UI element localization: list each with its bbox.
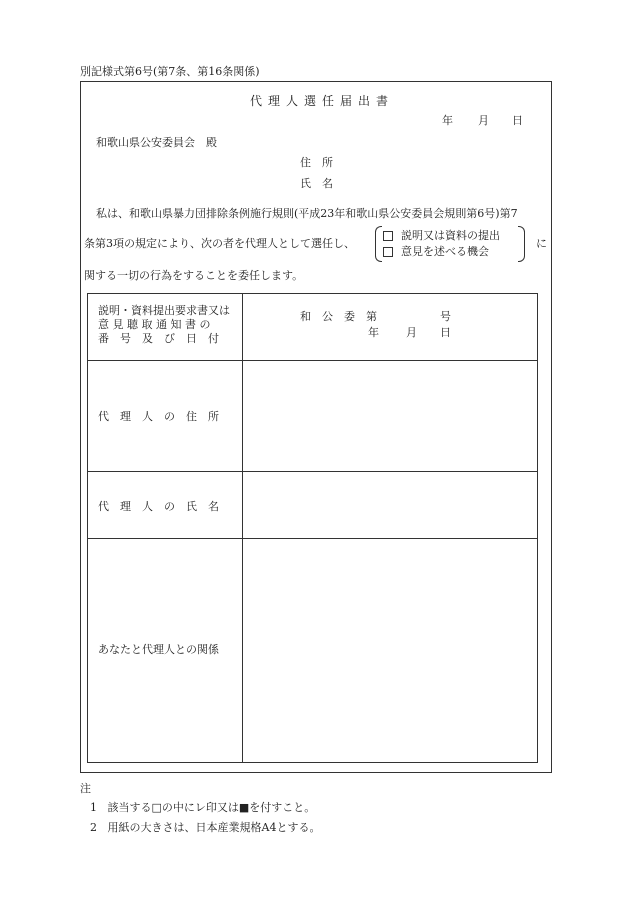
row1-prefix: 和 公 委 第 — [300, 310, 377, 323]
row1-label-line-1: 説明・資料提出要求書又は — [98, 304, 230, 317]
form-reference: 別記様式第6号(第7条、第16条関係) — [80, 65, 260, 78]
agent-name-field[interactable] — [244, 472, 538, 538]
right-brace — [518, 226, 525, 262]
option-opinion[interactable] — [383, 246, 489, 257]
option-opinion-label: 意見を述べる機会 — [401, 245, 489, 258]
row1-day: 日 — [440, 326, 451, 339]
form-title: 代理人選任届出書 — [250, 94, 395, 108]
option-explanation-label: 説明又は資料の提出 — [401, 229, 500, 242]
date-month-label: 月 — [478, 114, 489, 127]
applicant-name-label: 氏 名 — [300, 177, 333, 190]
body-line-2: 条第3項の規定により、次の者を代理人として選任し、 — [84, 237, 355, 250]
note-1-text: 該当する□の中にレ印又は■を付すこと。 — [107, 801, 316, 814]
body-line-3: 関する一切の行為をすることを委任します。 — [84, 269, 304, 282]
applicant-address-label: 住 所 — [300, 156, 333, 169]
checkbox-opinion[interactable] — [383, 247, 393, 257]
note-1 — [90, 802, 315, 813]
options-bracket — [375, 226, 525, 262]
option-explanation[interactable] — [383, 230, 500, 241]
body-particle: に — [536, 237, 547, 250]
notes-heading: 注 — [80, 782, 91, 795]
agent-address-field[interactable] — [244, 361, 538, 471]
row4-label: あなたと代理人との関係 — [98, 643, 219, 656]
checkbox-explanation[interactable] — [383, 231, 393, 241]
row2-label: 代 理 人 の 住 所 — [98, 410, 219, 423]
date-year-label: 年 — [442, 114, 453, 127]
addressee: 和歌山県公安委員会 殿 — [96, 136, 217, 149]
table-column-divider — [242, 294, 243, 762]
date-day-label: 日 — [512, 114, 523, 127]
row3-label: 代 理 人 の 氏 名 — [98, 500, 219, 513]
row1-month: 月 — [406, 326, 417, 339]
row1-year: 年 — [368, 326, 379, 339]
row1-label-line-3: 番 号 及 び 日 付 — [98, 332, 219, 345]
row1-label — [98, 304, 230, 346]
note-2-text: 用紙の大きさは、日本産業規格A4とする。 — [107, 821, 321, 834]
relationship-field[interactable] — [244, 539, 538, 763]
detail-table — [87, 293, 538, 763]
left-brace — [375, 226, 382, 262]
body-line-1: 私は、和歌山県暴力団排除条例施行規則(平成23年和歌山県公安委員会規則第6号)第7 — [96, 207, 518, 220]
row1-number-suffix: 号 — [440, 310, 451, 323]
note-2-number: 2 — [90, 821, 97, 834]
row1-label-line-2: 意 見 聴 取 通 知 書 の — [98, 318, 211, 331]
note-1-number: 1 — [90, 801, 97, 814]
note-2 — [90, 822, 320, 833]
